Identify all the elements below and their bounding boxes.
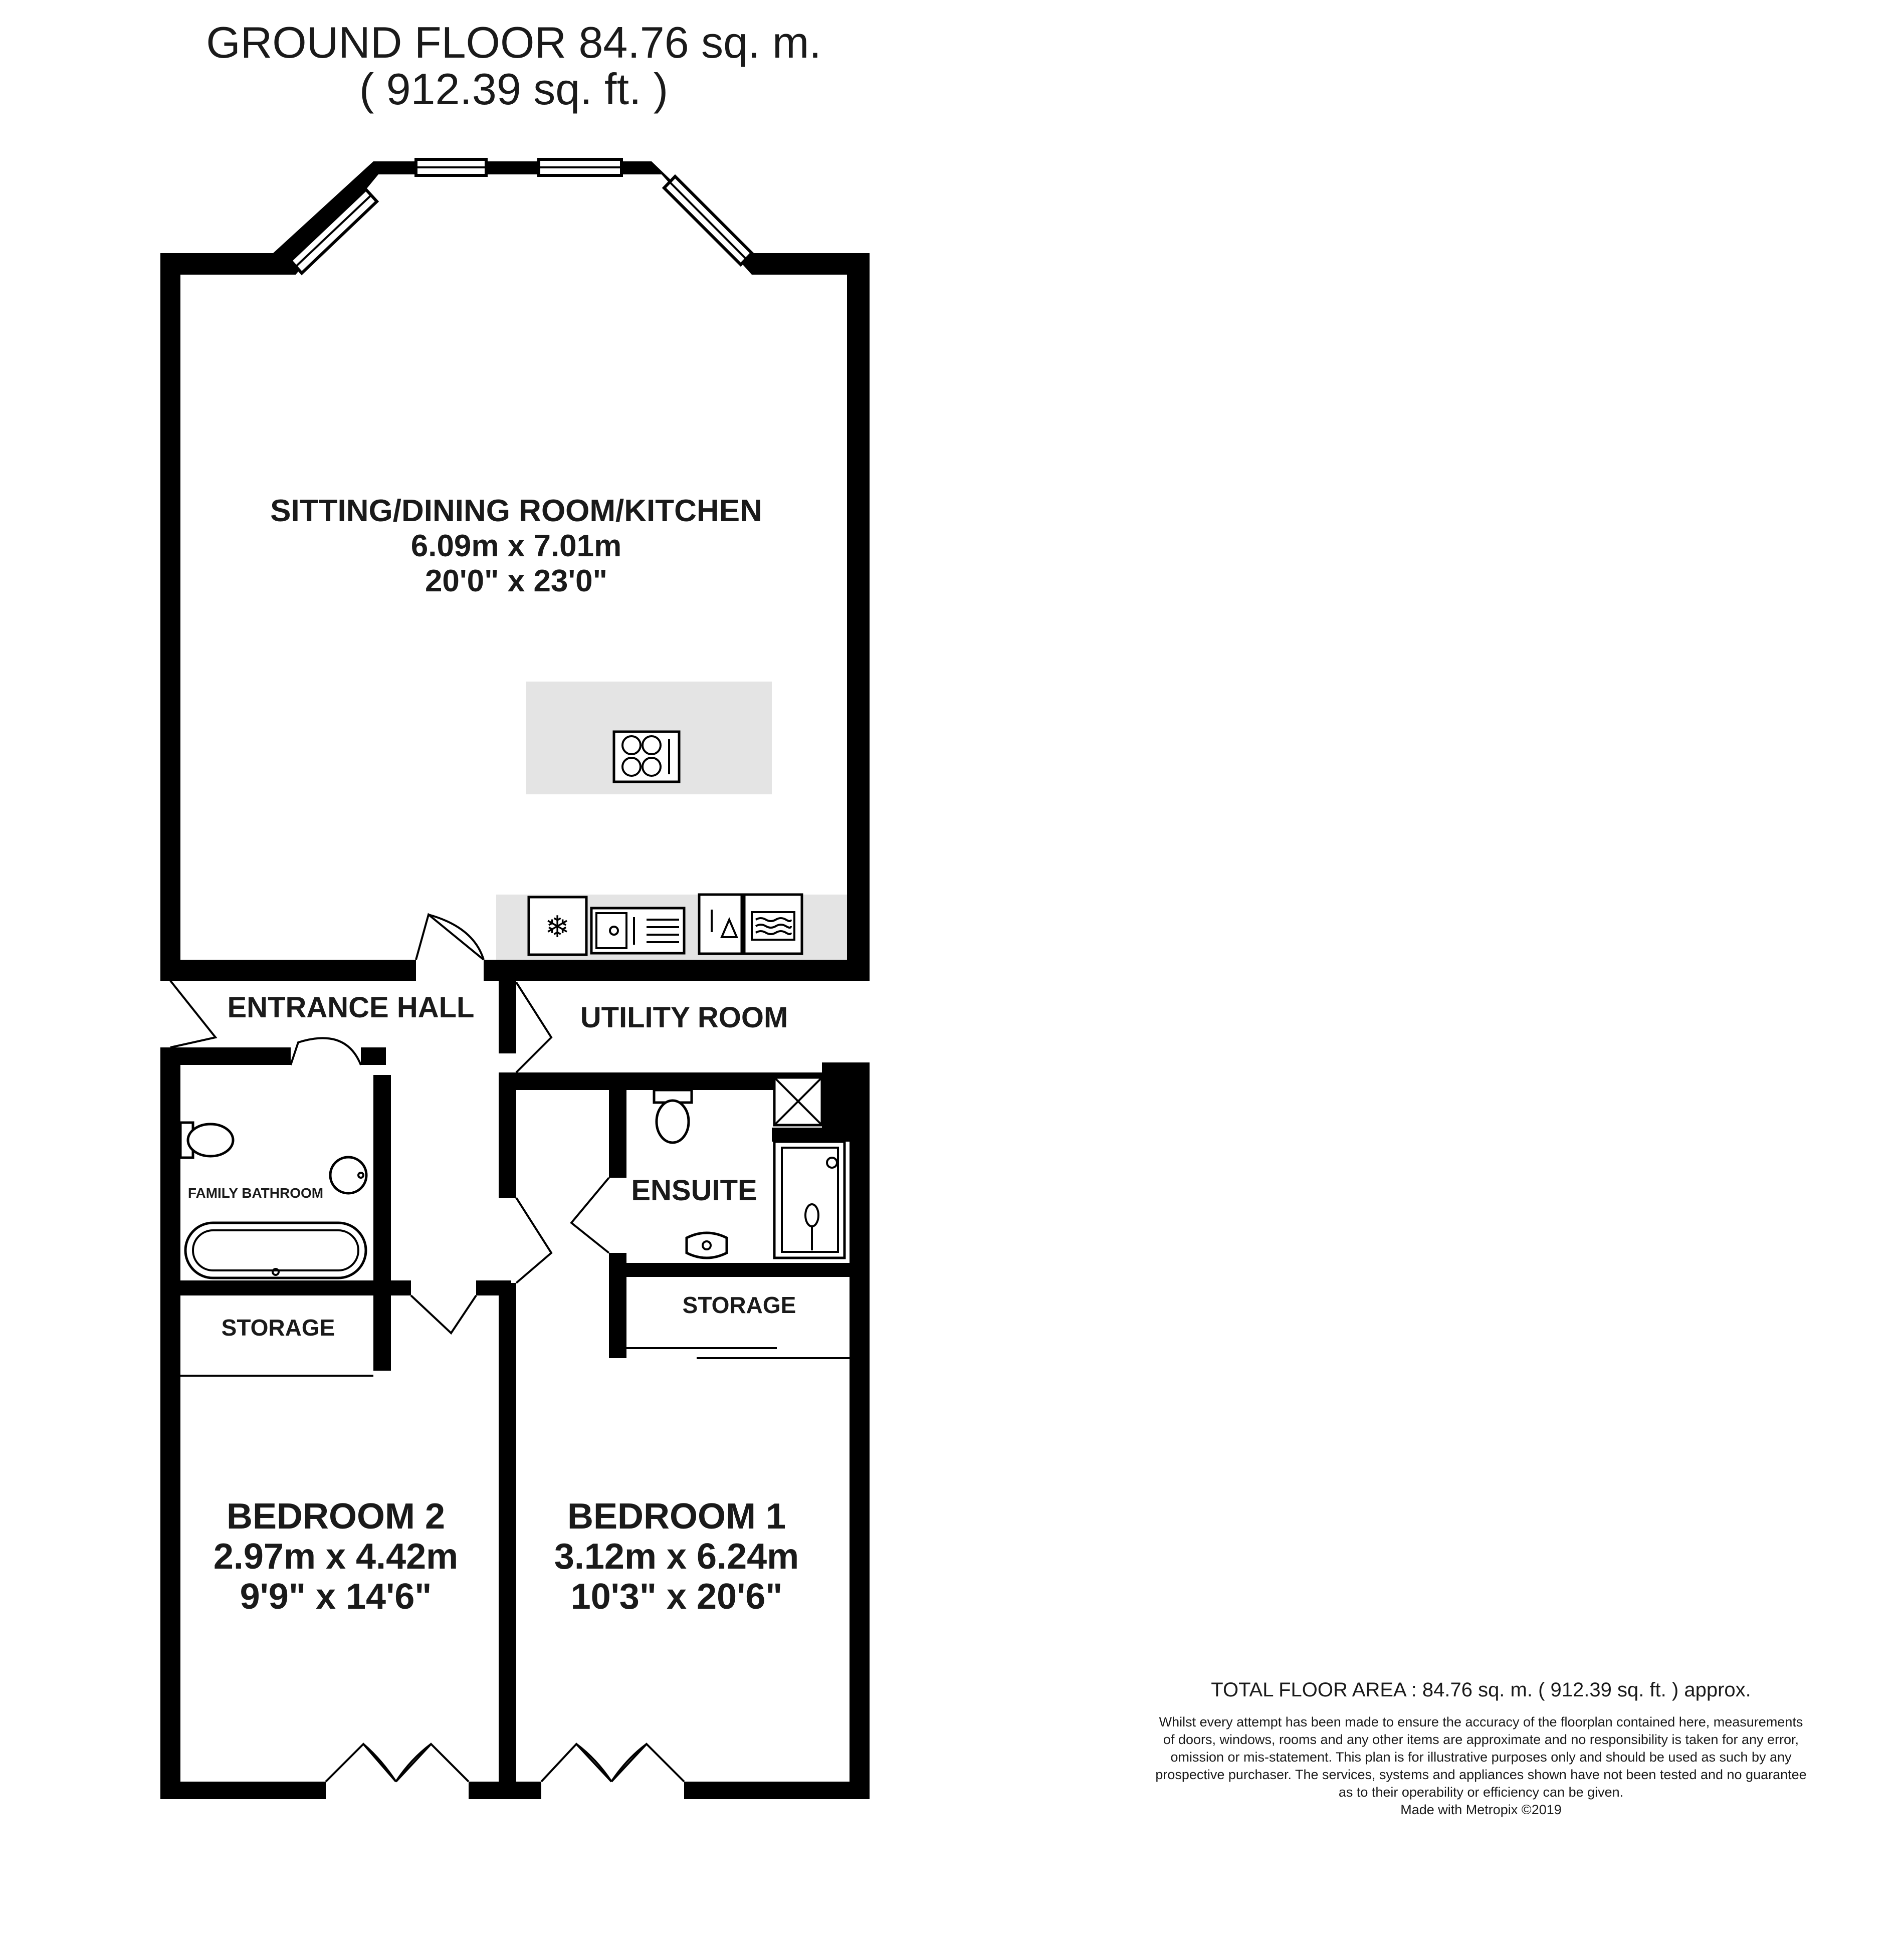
entrance-hall-label: ENTRANCE HALL [227, 991, 475, 1024]
made-with: Made with Metropix ©2019 [1400, 1802, 1562, 1817]
bedroom2-metric: 2.97m x 4.42m [213, 1537, 459, 1577]
disclaimer-line-1: Whilst every attempt has been made to ensure the accuracy of the floorplan contained here, measurements [1159, 1714, 1803, 1729]
microwave-icon [744, 895, 802, 954]
family-bathroom-label: FAMILY BATHROOM [187, 1185, 324, 1201]
floor-title: GROUND FLOOR 84.76 sq. m. [206, 18, 821, 67]
living-room-metric: 6.09m x 7.01m [410, 529, 622, 563]
storage-right-label: STORAGE [682, 1292, 796, 1318]
floor-area-sqft: ( 912.39 sq. ft. ) [359, 64, 669, 114]
storage-left-label: STORAGE [221, 1315, 335, 1341]
bedroom2-imperial: 9'9" x 14'6" [240, 1577, 432, 1617]
basin-icon [687, 1233, 727, 1258]
shower-icon [774, 1142, 844, 1258]
fridge-icon [529, 897, 586, 955]
total-floor-area: TOTAL FLOOR AREA : 84.76 sq. m. ( 912.39 sq. ft. ) approx. [1211, 1679, 1751, 1701]
living-room-name: SITTING/DINING ROOM/KITCHEN [270, 494, 762, 528]
basin-icon [330, 1157, 366, 1193]
disclaimer-line-5: as to their operability or efficiency can be given. [1338, 1785, 1624, 1800]
living-room-imperial: 20'0" x 23'0" [425, 564, 608, 598]
disclaimer-line-4: prospective purchaser. The services, systems and appliances shown have not been tested and no guarantee [1155, 1767, 1807, 1782]
ensuite-label: ENSUITE [631, 1174, 757, 1207]
bedroom1-metric: 3.12m x 6.24m [554, 1537, 799, 1577]
utility-room-label: UTILITY ROOM [580, 1001, 788, 1034]
disclaimer-line-3: omission or mis-statement. This plan is for illustrative purposes only and should be used as such by any [1170, 1750, 1792, 1765]
sink-icon [591, 908, 684, 953]
extractor-icon [774, 1077, 822, 1125]
disclaimer-line-2: of doors, windows, rooms and any other items are approximate and no responsibility is taken for any error, [1163, 1732, 1799, 1747]
toilet-icon [654, 1090, 692, 1143]
bedroom1-imperial: 10'3" x 20'6" [570, 1577, 783, 1617]
hob-icon [614, 732, 679, 782]
toilet-icon [180, 1123, 233, 1158]
svg-text:❄: ❄ [544, 910, 570, 945]
bedroom2-name: BEDROOM 2 [226, 1496, 446, 1537]
bath-icon [185, 1223, 366, 1278]
bedroom1-name: BEDROOM 1 [567, 1496, 786, 1537]
washer-icon [699, 895, 742, 954]
